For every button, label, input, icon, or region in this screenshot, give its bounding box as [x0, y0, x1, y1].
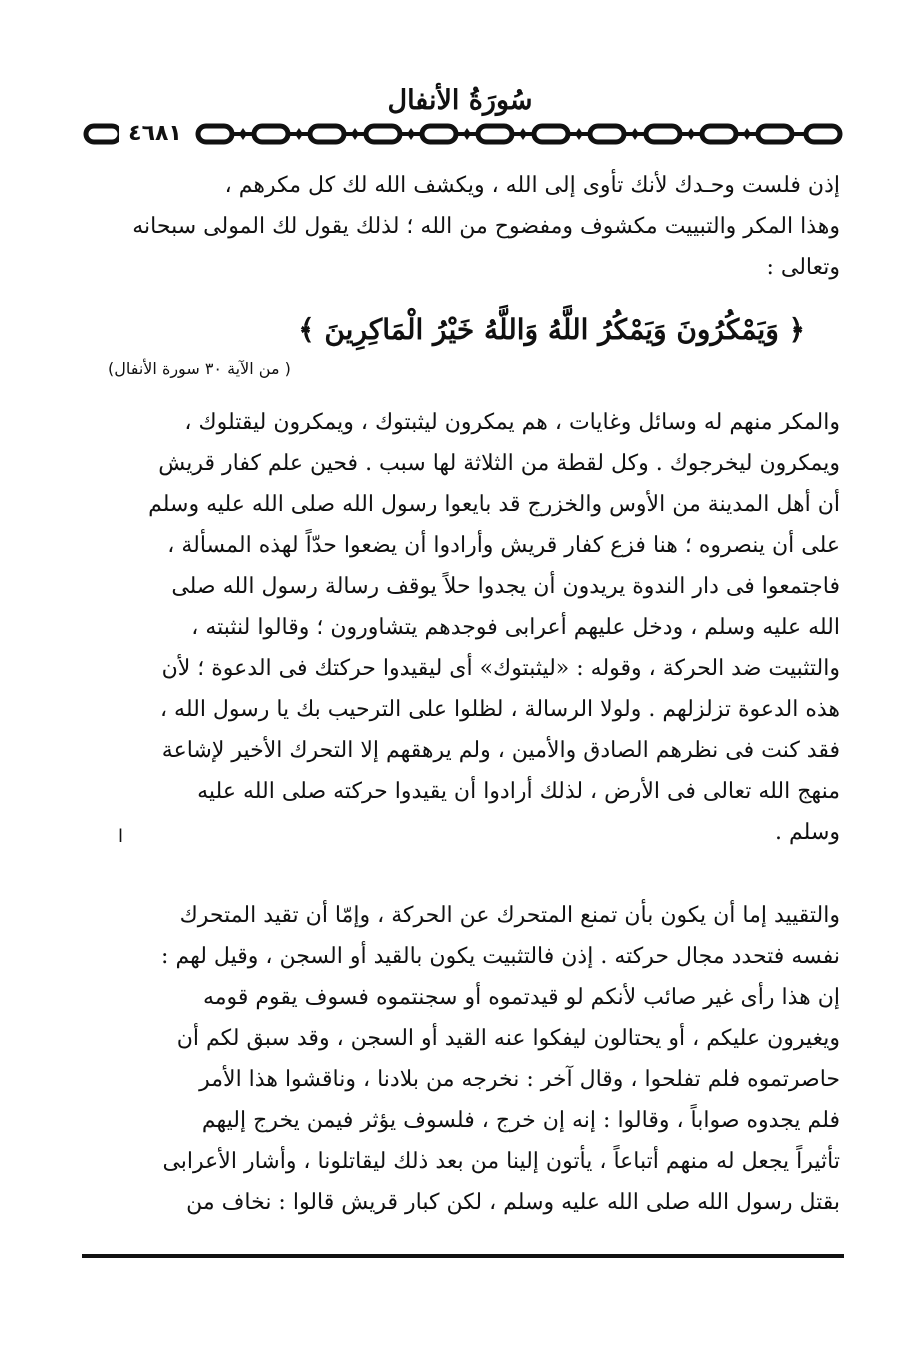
text-line: أن أهل المدينة من الأوس والخزرج قد بايعوا رسول الله صلى الله عليه وسلم	[148, 492, 840, 517]
text-line: تأثيراً يجعل له منهم أتباعاً ، يأتون إلينا من بعد ذلك ليقاتلونا ، وأشار الأعرابى	[162, 1149, 840, 1174]
text-line: والتقييد إما أن يكون بأن تمنع المتحرك عن الحركة ، وإمّا أن تقيد المتحرك	[179, 903, 840, 928]
text-line: وسلم .	[775, 820, 840, 845]
paragraph-2	[100, 402, 840, 853]
text-line: وتعالى :	[766, 255, 840, 280]
text-line: على أن ينصروه ؛ هنا فزع كفار قريش وأرادوا أن يضعوا حدّاً لهذه المسألة ،	[167, 533, 840, 558]
page-number: ٤٦٨١	[119, 120, 191, 148]
text-line: نفسه فتحدد مجال حركته . إذن فالتثبيت يكون بالقيد أو السجن ، وقيل لهم :	[161, 944, 840, 969]
footer-rule	[82, 1254, 844, 1258]
text-line: إن هذا رأى غير صائب لأنكم لو قيدتموه أو سجنتموه فسوف يقوم قومه	[202, 985, 840, 1010]
paragraph-1	[100, 165, 840, 288]
text-line: حاصرتموه فلم تفلحوا ، وقال آخر : نخرجه من بلادنا ، وناقشوا هذا الأمر	[199, 1067, 840, 1092]
text-line: بقتل رسول الله صلى الله عليه وسلم ، لكن كبار قريش قالوا : نخاف من	[186, 1190, 840, 1215]
paragraph-3	[100, 895, 840, 1223]
decorative-border-band	[82, 120, 844, 148]
verse-reference: ( من الآية ٣٠ سورة الأنفال)	[108, 359, 291, 378]
text-line: فاجتمعوا فى دار الندوة يريدون أن يجدوا حلاً يوقف رسالة رسول الله صلى	[171, 574, 840, 599]
text-line: الله عليه وسلم ، ودخل عليهم أعرابى فوجدهم يتشاورون ؛ وقالوا لنثبته ،	[191, 615, 840, 640]
text-line: فلم يجدوه صواباً ، وقالوا : إنه إن خرج ، فلسوف يؤثر فيمن يخرج إليهم	[201, 1108, 840, 1133]
text-line: ويغيرون عليكم ، أو يحتالون ليفكوا عنه القيد أو السجن ، وقد سبق لكم أن	[176, 1026, 840, 1051]
footnote-mark: ا	[118, 826, 124, 847]
text-line: والتثبيت ضد الحركة ، وقوله : «ليثبتوك» أى ليقيدوا حركتك فى الدعوة ؛ لأن	[161, 656, 840, 681]
text-line: إذن فلست وحـدك لأنك تأوى إلى الله ، ويكشف الله لك كل مكرهم ،	[224, 173, 840, 198]
text-line: منهج الله تعالى فى الأرض ، لذلك أرادوا أن يقيدوا حركته صلى الله عليه	[197, 779, 840, 804]
text-line: فقد كنت فى نظرهم الصادق والأمين ، ولم يرهقهم إلا التحرك الأخير لإشاعة	[161, 738, 840, 763]
text-line: هذه الدعوة تزلزلهم . ولولا الرسالة ، لظلوا على الترحيب بك يا رسول الله ،	[159, 697, 840, 722]
text-line: ويمكرون ليخرجوك . وكل لقطة من الثلاثة لها سبب . فحين علم كفار قريش	[158, 451, 840, 476]
quran-verse: ﴿ وَيَمْكُرُونَ وَيَمْكُرُ اللَّهُ وَاللَّهُ خَيْرُ الْمَاكِرِينَ ﴾	[298, 313, 805, 346]
text-line: والمكر منهم له وسائل وغايات ، هم يمكرون ليثبتوك ، ويمكرون ليقتلوك ،	[184, 410, 840, 435]
surah-title: سُورَةُ الأنفال	[387, 85, 533, 116]
text-line: وهذا المكر والتبييت مكشوف ومفضوح من الله ؛ لذلك يقول لك المولى سبحانه	[132, 214, 840, 239]
